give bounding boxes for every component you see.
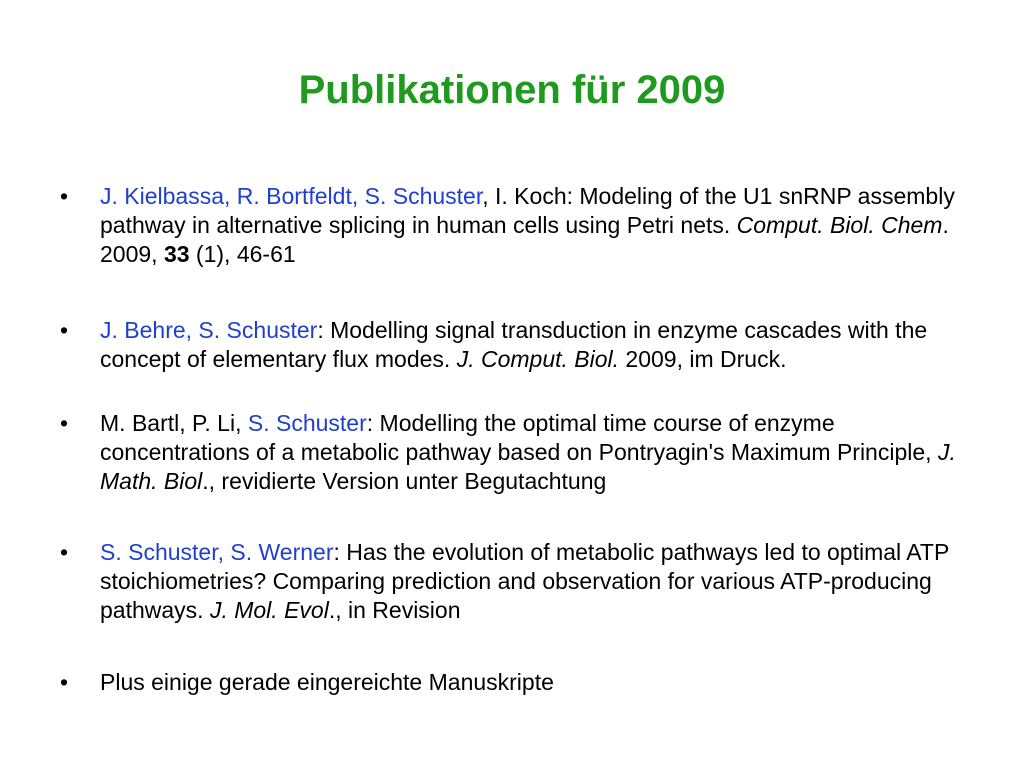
bullet-icon: •: [60, 669, 69, 695]
bullet-icon: •: [60, 183, 69, 209]
publication-text: J. Behre, S. Schuster: Modelling signal transduction in enzyme cascades with the concept of elementary flux modes. J. Comput. Biol. 2009, im Druck.: [100, 317, 928, 372]
authors-highlight: S. Schuster: [247, 410, 367, 436]
bullet-icon: •: [60, 410, 69, 436]
publication-text: S. Schuster, S. Werner: Has the evolution of metabolic pathways led to optimal ATP stoichiometries? Comparing prediction and observation for various ATP-producing pathways. J. Mol. Evol., in Revision: [100, 539, 949, 623]
slide-title: Publikationen für 2009: [298, 68, 726, 112]
authors-highlight: J. Kielbassa, R. Bortfeldt, S. Schuster: [100, 183, 483, 209]
publication-text: Plus einige gerade eingereichte Manuskripte: [100, 669, 554, 695]
list-item: [60, 409, 960, 496]
journal-name: J. Mol. Evol: [209, 597, 329, 623]
journal-name: J. Math. Biol: [100, 439, 956, 494]
list-item: [60, 668, 960, 697]
list-item: [60, 182, 960, 269]
journal-name: Comput. Biol. Chem: [736, 212, 943, 238]
list-item: [60, 538, 960, 625]
list-item: [60, 316, 960, 374]
authors-highlight: J. Behre, S. Schuster: [100, 317, 318, 343]
bullet-icon: •: [60, 317, 69, 343]
publication-text: M. Bartl, P. Li, S. Schuster: Modelling the optimal time course of enzyme concentrations of a metabolic pathway based on Pontryagin's Maximum Principle, J. Math. Biol., revidierte Version unter Begutachtung: [100, 410, 956, 494]
authors-highlight: S. Schuster, S. Werner: [100, 539, 334, 565]
publication-text: J. Kielbassa, R. Bortfeldt, S. Schuster, I. Koch: Modeling of the U1 snRNP assembly pathway in alternative splicing in human cells using Petri nets. Comput. Biol. Chem. 2009, 33 (1), 46-61: [100, 183, 955, 267]
journal-name: J. Comput. Biol.: [456, 346, 620, 372]
volume-number: 33: [163, 241, 190, 267]
bullet-icon: •: [60, 539, 69, 565]
